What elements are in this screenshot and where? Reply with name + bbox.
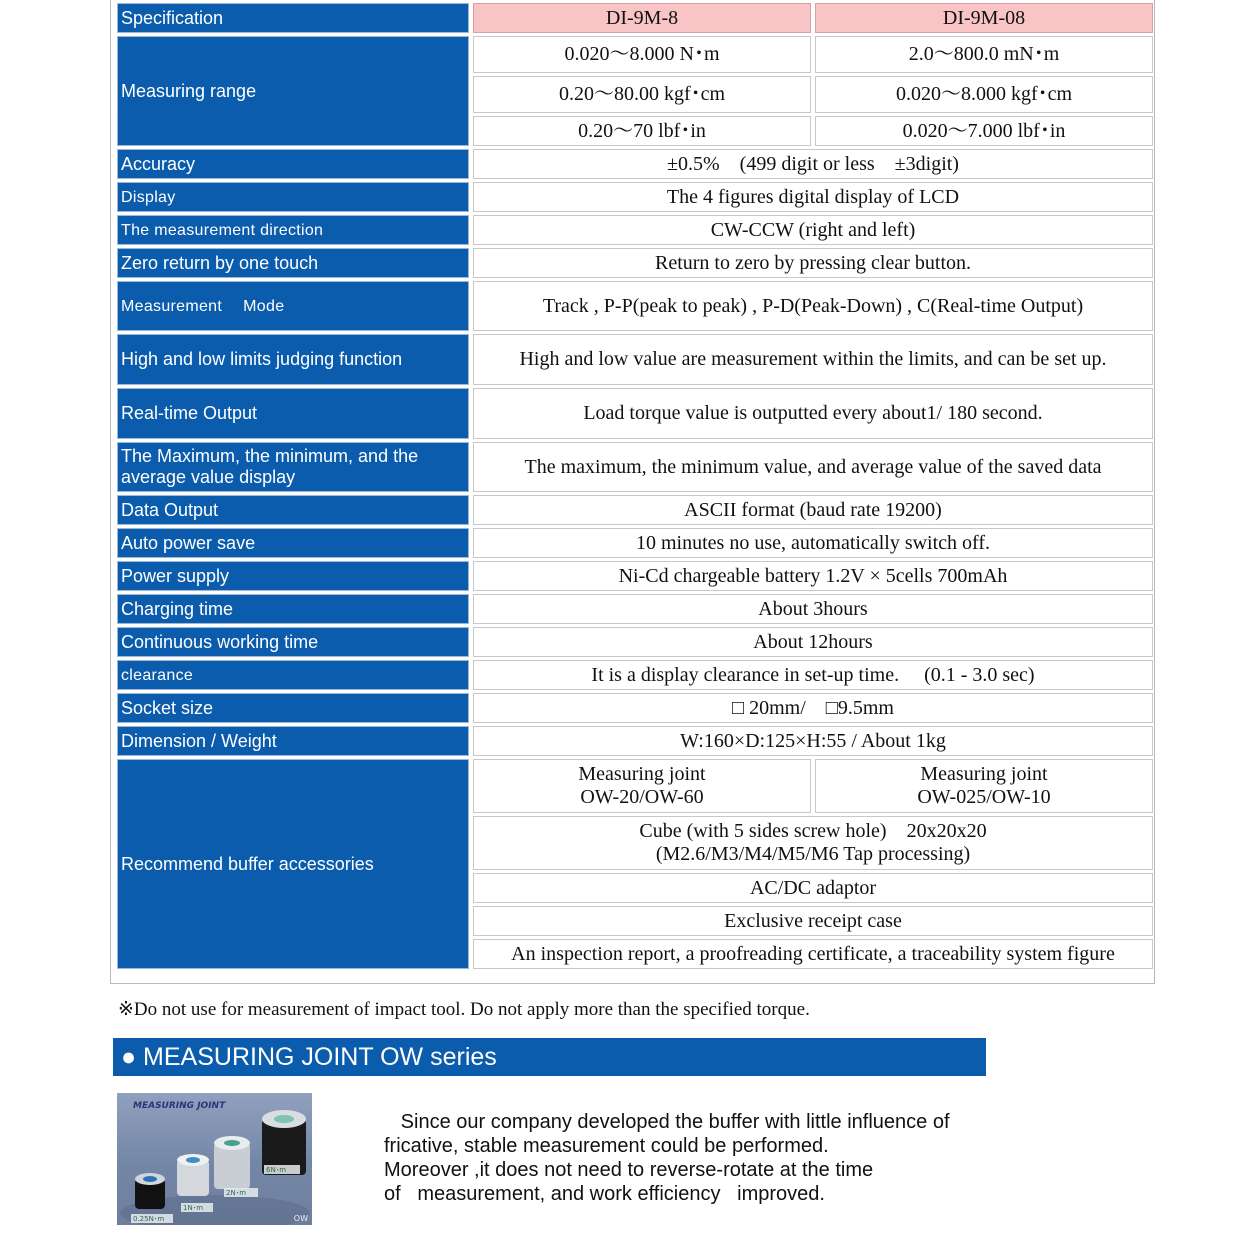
spec-row-value: Return to zero by pressing clear button. bbox=[473, 248, 1153, 278]
measuring-joint-right bbox=[815, 759, 1153, 813]
spec-row-label: The measurement direction bbox=[117, 215, 469, 245]
photo-caption: MEASURING JOINT bbox=[133, 1101, 226, 1111]
spec-row-label: Continuous working time bbox=[117, 627, 469, 657]
spec-row-value: Load torque value is outputted every about1/ 180 second. bbox=[473, 388, 1153, 439]
joint-small-icon bbox=[177, 1154, 209, 1196]
spec-row-value: CW-CCW (right and left) bbox=[473, 215, 1153, 245]
cube-line-1: Cube (with 5 sides screw hole) 20x20x20 bbox=[639, 820, 987, 842]
tag-1nm: 1N･m bbox=[183, 1204, 204, 1212]
spec-row-label: Charging time bbox=[117, 594, 469, 624]
spec-row-value: Track , P-P(peak to peak) , P-D(Peak-Down) , C(Real-time Output) bbox=[473, 281, 1153, 331]
photo-corner-label: OW bbox=[293, 1214, 308, 1223]
measuring-joint-photo bbox=[117, 1093, 312, 1225]
joint-tiny-icon bbox=[135, 1173, 165, 1209]
joint-photo-illustration bbox=[117, 1093, 312, 1225]
joint-medium-icon bbox=[214, 1136, 250, 1189]
description-line-3: Moreover ,it does not need to reverse-rotate at the time bbox=[384, 1159, 874, 1181]
spec-row-label: Zero return by one touch bbox=[117, 248, 469, 278]
spec-row-value: Ni-Cd chargeable battery 1.2V × 5cells 700mAh bbox=[473, 561, 1153, 591]
model-header-di-9m-08: DI-9M-08 bbox=[815, 3, 1153, 33]
measuring-range-label: Measuring range bbox=[117, 36, 469, 146]
spec-row-value: It is a display clearance in set-up time. (0.1 - 3.0 sec) bbox=[473, 660, 1153, 690]
usage-note: ※Do not use for measurement of impact tool. Do not apply more than the specified torque. bbox=[118, 999, 810, 1020]
spec-row-value: High and low value are measurement within the limits, and can be set up. bbox=[473, 334, 1153, 385]
description-line-1: Since our company developed the buffer with little influence of bbox=[384, 1111, 950, 1133]
joint-left-title: Measuring joint bbox=[578, 763, 706, 785]
joint-right-title: Measuring joint bbox=[920, 763, 1048, 785]
spec-row-value: About 3hours bbox=[473, 594, 1153, 624]
spec-row-label: Display bbox=[117, 182, 469, 212]
accessories-label: Recommend buffer accessories bbox=[117, 759, 469, 969]
spec-row-label: High and low limits judging function bbox=[117, 334, 469, 385]
cube-line-2: (M2.6/M3/M4/M5/M6 Tap processing) bbox=[655, 843, 971, 865]
range-nm-left: 0.020～8.000 N･m bbox=[473, 36, 811, 73]
spec-row-value: The maximum, the minimum value, and average value of the saved data bbox=[473, 442, 1153, 492]
measuring-joint-left bbox=[473, 759, 811, 813]
adaptor-accessory: AC/DC adaptor bbox=[473, 873, 1153, 903]
spec-row-value: The 4 figures digital display of LCD bbox=[473, 182, 1153, 212]
spec-row-label: Socket size bbox=[117, 693, 469, 723]
spec-row-value: W:160×D:125×H:55 / About 1kg bbox=[473, 726, 1153, 756]
cube-accessory bbox=[473, 816, 1153, 870]
range-lbfin-left: 0.20～70 lbf･in bbox=[473, 116, 811, 146]
spec-row-label: Data Output bbox=[117, 495, 469, 525]
spec-row-label: Accuracy bbox=[117, 149, 469, 179]
spec-row-value: □ 20mm/ □9.5mm bbox=[473, 693, 1153, 723]
range-kgfcm-right: 0.020～8.000 kgf･cm bbox=[815, 76, 1153, 113]
spec-row-value: ASCII format (baud rate 19200) bbox=[473, 495, 1153, 525]
section-title-bar: ● MEASURING JOINT OW series bbox=[113, 1038, 986, 1076]
specification-table-frame bbox=[110, 0, 1155, 984]
model-header-di-9m-8: DI-9M-8 bbox=[473, 3, 811, 33]
range-kgfcm-left: 0.20～80.00 kgf･cm bbox=[473, 76, 811, 113]
spec-row-label: Measurement Mode bbox=[117, 281, 469, 331]
specification-table bbox=[113, 0, 1157, 972]
tag-025nm: 0.25N･m bbox=[133, 1215, 165, 1223]
case-accessory: Exclusive receipt case bbox=[473, 906, 1153, 936]
joint-left-models: OW-20/OW-60 bbox=[580, 786, 704, 808]
tag-2nm: 2N･m bbox=[226, 1189, 247, 1197]
joint-right-models: OW-025/OW-10 bbox=[917, 786, 1051, 808]
spec-row-value: About 12hours bbox=[473, 627, 1153, 657]
spec-row-label: The Maximum, the minimum, and the average value display bbox=[117, 442, 469, 492]
description-line-4: of measurement, and work efficiency improved. bbox=[384, 1183, 825, 1205]
spec-row-value: 10 minutes no use, automatically switch off. bbox=[473, 528, 1153, 558]
range-nm-right: 2.0～800.0 mN･m bbox=[815, 36, 1153, 73]
spec-row-label: Power supply bbox=[117, 561, 469, 591]
spec-row-label: Auto power save bbox=[117, 528, 469, 558]
report-accessory: An inspection report, a proofreading certificate, a traceability system figure bbox=[473, 939, 1153, 969]
spec-row-label: Dimension / Weight bbox=[117, 726, 469, 756]
description-line-2: fricative, stable measurement could be performed. bbox=[384, 1135, 829, 1157]
range-lbfin-right: 0.020～7.000 lbf･in bbox=[815, 116, 1153, 146]
spec-row-label: Real-time Output bbox=[117, 388, 469, 439]
tag-6nm: 6N･m bbox=[266, 1166, 287, 1174]
spec-row-label: clearance bbox=[117, 660, 469, 690]
spec-header-label: Specification bbox=[117, 3, 469, 33]
measuring-joint-description bbox=[384, 1110, 1004, 1206]
spec-row-value: ±0.5% (499 digit or less ±3digit) bbox=[473, 149, 1153, 179]
